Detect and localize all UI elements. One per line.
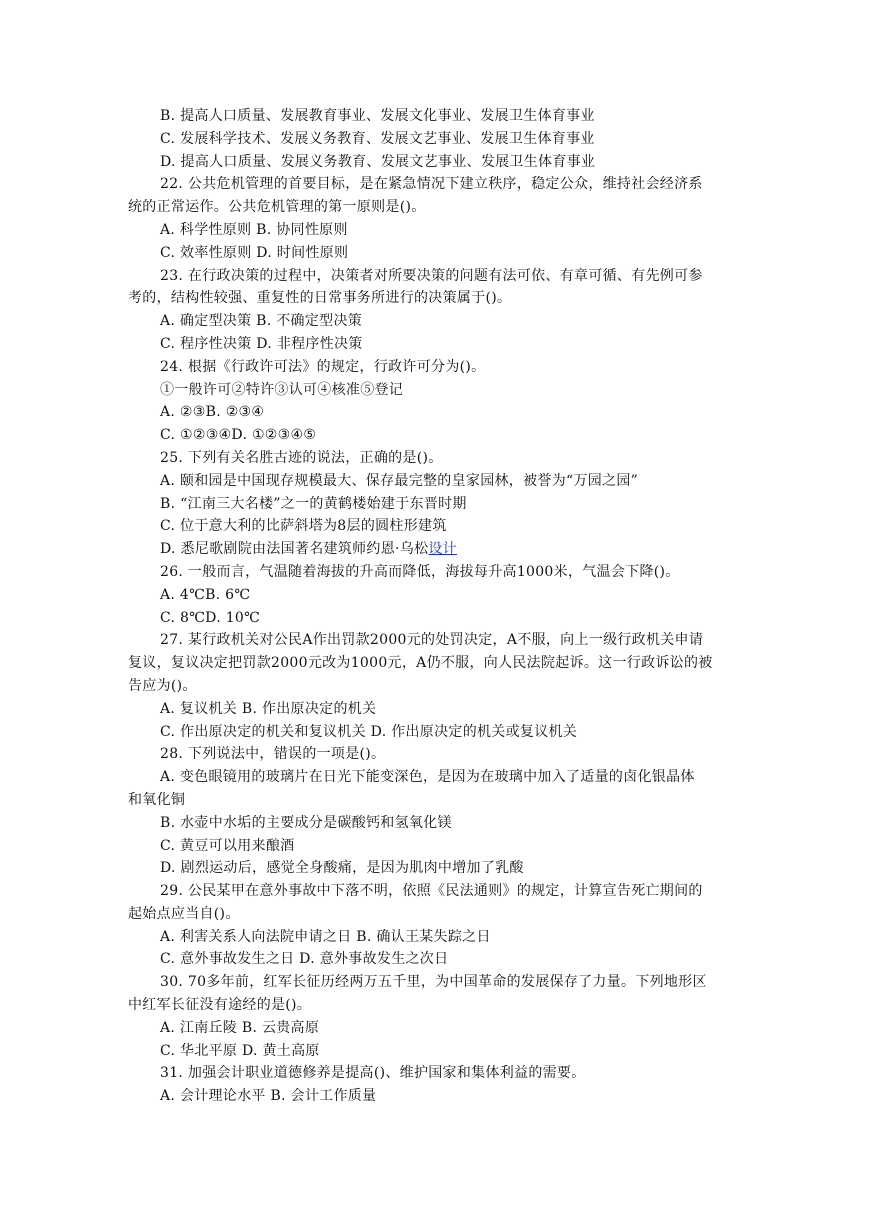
option-line: A. ②③B. ②③④ xyxy=(160,404,265,421)
option-line-continued: 和氧化铜 xyxy=(128,791,186,808)
option-text: D. 悉尼歌剧院由法国著名建筑师约恩·乌松 xyxy=(160,541,429,558)
question-stem: 23. 在行政决策的过程中，决策者对所要决策的问题有法可依、有章可循、有先例可参 xyxy=(160,267,703,284)
option-line: B. 提高人口质量、发展教育事业、发展文化事业、发展卫生体育事业 xyxy=(160,108,595,124)
question-stem: 24. 根据《行政许可法》的规定，行政许可分为()。 xyxy=(160,358,486,375)
question-stem: 26. 一般而言，气温随着海拔的升高而降低，海拔每升高1000米，气温会下降()。 xyxy=(160,563,680,580)
question-stem-continued: 考的，结构性较强、重复性的日常事务所进行的决策属于()。 xyxy=(128,290,512,307)
question-stem: 29. 公民某甲在意外事故中下落不明，依照《民法通则》的规定，计算宣告死亡期间的 xyxy=(160,883,703,900)
question-stem: 30. 70多年前，红军长征历经两万五千里，为中国革命的发展保存了力量。下列地形区 xyxy=(160,974,707,991)
option-line: C. 发展科学技术、发展义务教育、发展文艺事业、发展卫生体育事业 xyxy=(160,130,595,147)
option-line: C. 8℃D. 10℃ xyxy=(160,609,261,626)
option-line: A. 科学性原则 B. 协同性原则 xyxy=(160,221,348,238)
question-stem-continued: 统的正常运作。公共危机管理的第一原则是()。 xyxy=(128,199,426,216)
option-line: A. 会计理论水平 B. 会计工作质量 xyxy=(160,1088,377,1105)
option-line: A. 确定型决策 B. 不确定型决策 xyxy=(160,313,363,330)
question-stem: 28. 下列说法中，错误的一项是()。 xyxy=(160,746,386,763)
option-line: C. 程序性决策 D. 非程序性决策 xyxy=(160,335,363,352)
option-line: B. “江南三大名楼”之一的黄鹤楼始建于东晋时期 xyxy=(160,495,467,512)
option-line: C. 作出原决定的机关和复议机关 D. 作出原决定的机关或复议机关 xyxy=(160,723,578,740)
option-line: D. 提高人口质量、发展义务教育、发展文艺事业、发展卫生体育事业 xyxy=(160,153,596,170)
option-line: A. 4℃B. 6℃ xyxy=(160,586,251,603)
option-line: C. 效率性原则 D. 时间性原则 xyxy=(160,244,349,261)
option-line: A. 江南丘陵 B. 云贵高原 xyxy=(160,1019,320,1036)
question-items: ①一般许可②特许③认可④核准⑤登记 xyxy=(160,381,404,398)
option-line: C. 华北平原 D. 黄土高原 xyxy=(160,1042,320,1059)
question-stem-continued: 复议，复议决定把罚款2000元改为1000元，A仍不服，向人民法院起诉。这一行政诉讼的被 xyxy=(128,655,713,672)
option-line: A. 复议机关 B. 作出原决定的机关 xyxy=(160,700,377,717)
question-list xyxy=(128,105,740,1108)
question-stem: 25. 下列有关名胜古迹的说法，正确的是()。 xyxy=(160,449,443,466)
design-link[interactable]: 设计 xyxy=(428,541,457,558)
option-line: C. 意外事故发生之日 D. 意外事故发生之次日 xyxy=(160,951,449,968)
option-line: A. 颐和园是中国现存规模最大、保存最完整的皇家园林，被誉为“万园之园” xyxy=(160,472,639,489)
question-stem-continued: 中红军长征没有途经的是()。 xyxy=(128,997,312,1014)
question-stem: 31. 加强会计职业道德修养是提高()、维护国家和集体利益的需要。 xyxy=(160,1065,586,1082)
option-line: C. 黄豆可以用来酿酒 xyxy=(160,837,295,854)
option-line: B. 水壶中水垢的主要成分是碳酸钙和氢氧化镁 xyxy=(160,814,452,831)
option-line: A. 利害关系人向法院申请之日 B. 确认王某失踪之日 xyxy=(160,928,491,945)
question-stem-continued: 起始点应当自()。 xyxy=(128,905,240,922)
option-line: C. ①②③④D. ①②③④⑤ xyxy=(160,427,317,444)
option-line: C. 位于意大利的比萨斜塔为8层的圆柱形建筑 xyxy=(160,518,447,535)
option-line: A. 变色眼镜用的玻璃片在日光下能变深色，是因为在玻璃中加入了适量的卤化银晶体 xyxy=(160,769,695,786)
question-stem: 22. 公共危机管理的首要目标，是在紧急情况下建立秩序，稳定公众，维持社会经济系 xyxy=(160,176,703,193)
question-stem: 27. 某行政机关对公民A作出罚款2000元的处罚决定，A不服，向上一级行政机关申请 xyxy=(160,632,704,649)
option-line: D. 剧烈运动后，感觉全身酸痛，是因为肌肉中增加了乳酸 xyxy=(160,860,524,877)
option-line xyxy=(128,538,740,561)
question-stem-continued: 告应为()。 xyxy=(128,677,197,694)
